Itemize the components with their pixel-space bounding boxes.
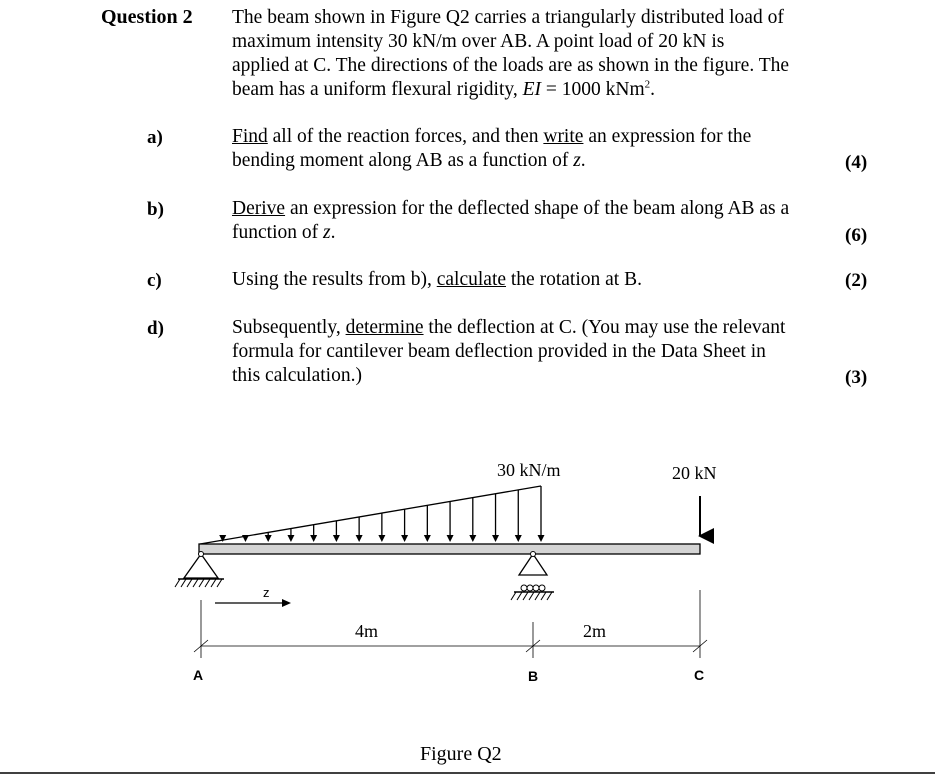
z-label: z bbox=[263, 585, 270, 600]
part-a-marks: (4) bbox=[845, 152, 868, 173]
part-c-text: Using the results from b), calculate the rotation at B. bbox=[232, 269, 642, 290]
load-arrow-head bbox=[401, 535, 408, 542]
part-a-text: Find all of the reaction forces, and then write an expression for the bending moment along AB as a function of z. bbox=[232, 126, 752, 171]
part-c-label: c) bbox=[147, 270, 162, 291]
load-arrow-head bbox=[538, 535, 545, 542]
load-arrow-head bbox=[356, 535, 363, 542]
figure-caption: Figure Q2 bbox=[420, 743, 502, 765]
point-b-label: B bbox=[528, 668, 539, 684]
load-arrow-head bbox=[265, 535, 272, 542]
point-c-label: C bbox=[694, 667, 705, 683]
distributed-load-arrows bbox=[219, 486, 544, 542]
load-arrow-head bbox=[492, 535, 499, 542]
load-intensity-label: 30 kN/m bbox=[497, 460, 561, 480]
part-d-label: d) bbox=[147, 318, 164, 339]
part-a-label: a) bbox=[147, 127, 163, 148]
load-arrow-head bbox=[378, 535, 385, 542]
intro-line-1: The beam shown in Figure Q2 carries a triangularly distributed load of bbox=[232, 7, 784, 28]
pin-support-a bbox=[175, 552, 224, 588]
load-arrow-head bbox=[424, 535, 431, 542]
question-heading: Question 2 bbox=[101, 6, 193, 28]
part-d-text: Subsequently, determine the deflection at C. (You may use the relevant formula for cantilever beam deflection provided in the Data Sheet in this calculation.) bbox=[232, 317, 786, 386]
dimension-bc-label: 2m bbox=[583, 621, 607, 641]
dimension-lines bbox=[194, 590, 707, 658]
point-a-label: A bbox=[193, 667, 204, 683]
load-arrow-head bbox=[447, 535, 454, 542]
load-envelope-line bbox=[200, 486, 541, 544]
part-b-label: b) bbox=[147, 199, 164, 220]
z-axis-arrowhead bbox=[282, 599, 291, 607]
part-b-text: Derive an expression for the deflected shape of the beam along AB as a function of z. bbox=[232, 198, 790, 243]
load-arrow-head bbox=[333, 535, 340, 542]
intro-line-2: maximum intensity 30 kN/m over AB. A point load of 20 kN is bbox=[232, 31, 725, 52]
load-arrow-head bbox=[310, 535, 317, 542]
part-c-marks: (2) bbox=[845, 270, 868, 291]
point-load-label: 20 kN bbox=[672, 463, 717, 483]
load-arrow-head bbox=[287, 535, 294, 542]
part-d-marks: (3) bbox=[845, 367, 868, 388]
beam bbox=[199, 544, 700, 554]
load-arrow-head bbox=[242, 535, 249, 542]
intro-line-4: beam has a uniform flexural rigidity, EI = 1000 kNm$^2$. bbox=[232, 78, 656, 100]
load-arrow-head bbox=[469, 535, 476, 542]
roller-support-b bbox=[511, 552, 554, 601]
load-arrow-head bbox=[515, 535, 522, 542]
dimension-ab-label: 4m bbox=[355, 621, 379, 641]
intro-line-3: applied at C. The directions of the loads are as shown in the figure. The bbox=[232, 55, 790, 76]
part-b-marks: (6) bbox=[845, 225, 868, 246]
